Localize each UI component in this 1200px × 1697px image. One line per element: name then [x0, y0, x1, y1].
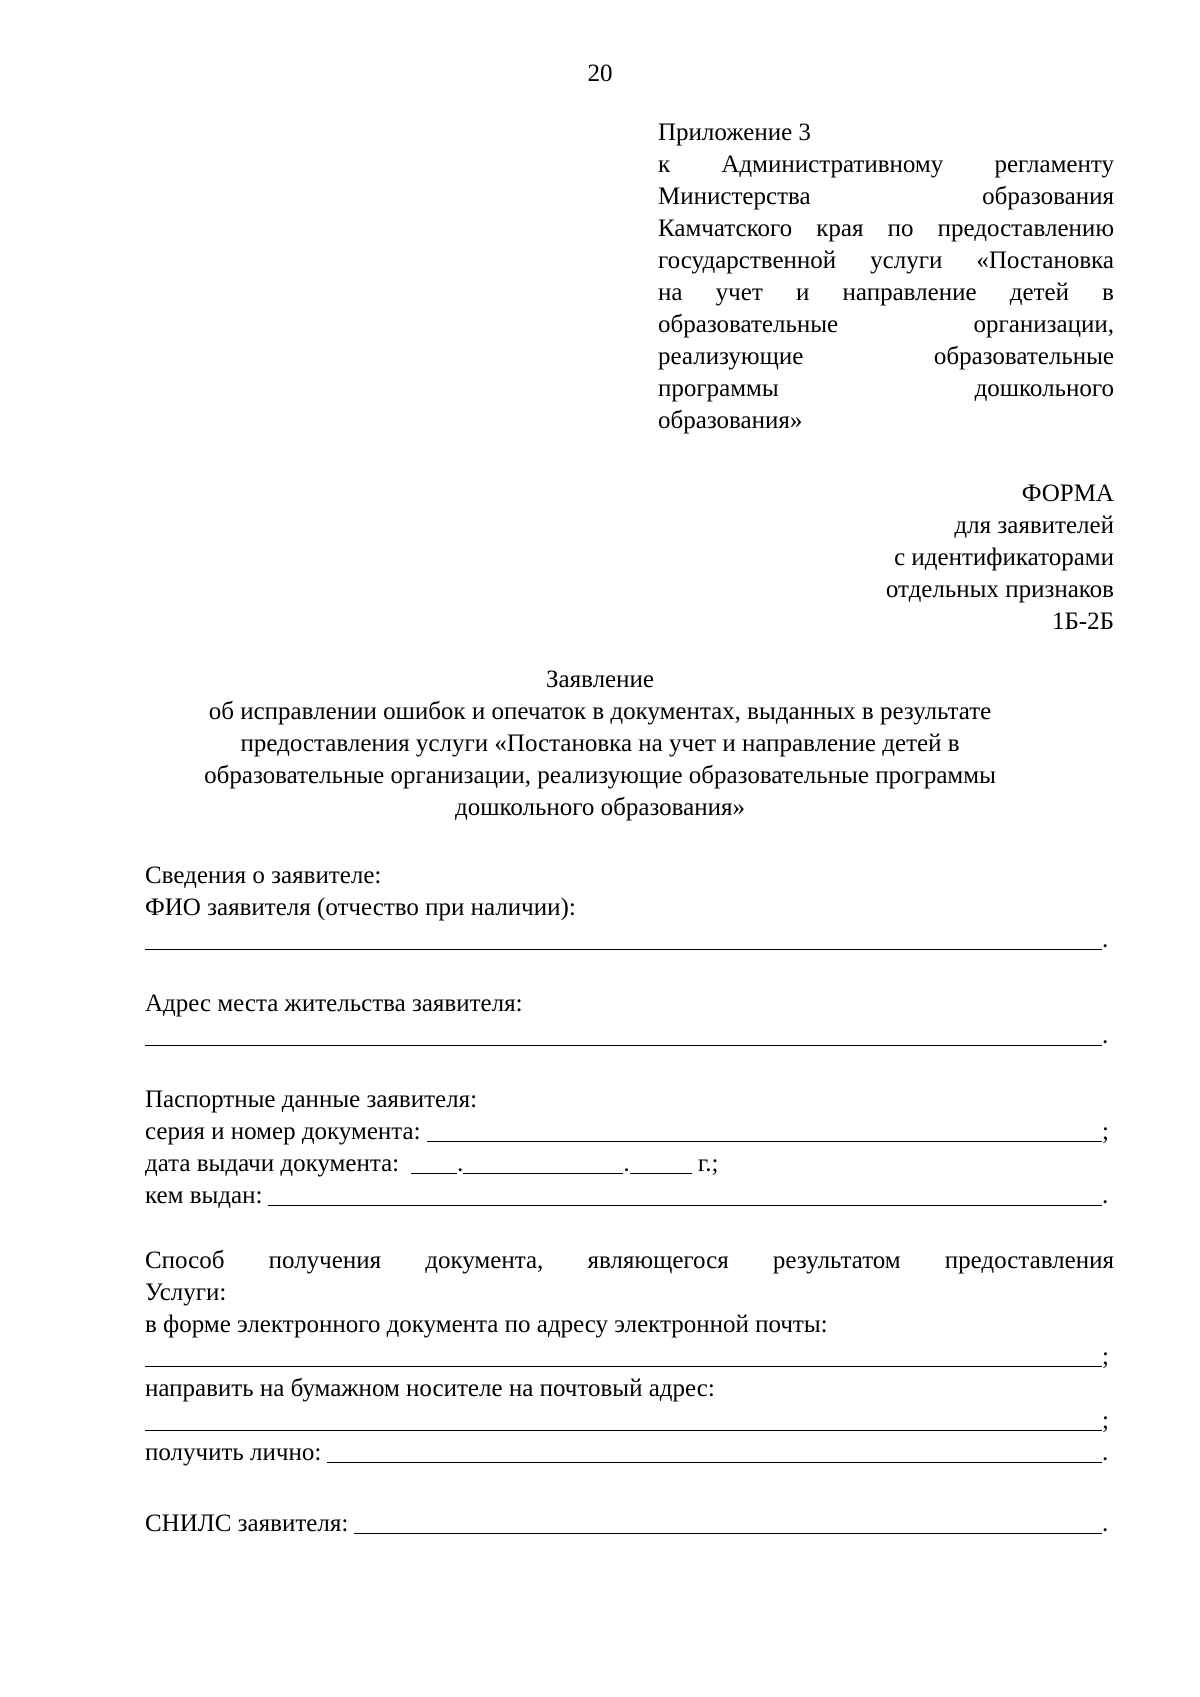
annex-line: на учет и направление детей в: [658, 279, 1114, 306]
email-field[interactable]: [145, 1342, 1102, 1367]
annex-line: к Административному регламенту: [658, 151, 1114, 178]
issue-year-field[interactable]: [630, 1149, 692, 1174]
issued-by-field[interactable]: [268, 1181, 1102, 1206]
issued-by-label: кем выдан:: [145, 1182, 263, 1209]
series-label: серия и номер документа:: [145, 1118, 421, 1145]
fio-label: ФИО заявителя (отчество при наличии):: [145, 894, 576, 921]
snils-field[interactable]: [354, 1509, 1102, 1534]
paper-label: направить на бумажном носителе на почтовый адрес:: [145, 1375, 715, 1402]
annex-line: программы дошкольного: [658, 375, 1114, 402]
applicant-section-label: Сведения о заявителе:: [145, 862, 382, 889]
issued-by-row: [145, 1180, 1114, 1212]
postal-address-field[interactable]: [145, 1406, 1102, 1431]
title-line: дошкольного образования»: [454, 794, 746, 821]
title-heading: Заявление: [545, 666, 655, 693]
personal-label: получить лично:: [145, 1439, 322, 1466]
snils-label: СНИЛС заявителя:: [145, 1510, 349, 1537]
electronic-label: в форме электронного документа по адресу электронной почты:: [145, 1311, 828, 1338]
issue-date-row: [145, 1148, 1114, 1180]
issued-by-period: .: [1102, 1182, 1109, 1209]
issue-day-field[interactable]: [411, 1149, 457, 1174]
title-line: об исправлении ошибок и опечаток в документах, выданных в результате: [208, 698, 992, 725]
form-line: отдельных признаков: [885, 576, 1114, 603]
form-line: ФОРМА: [1021, 480, 1114, 507]
address-row: [145, 1020, 1114, 1052]
fio-field[interactable]: [145, 925, 1102, 950]
address-field[interactable]: [145, 1021, 1102, 1046]
email-semicolon: ;: [1102, 1343, 1109, 1370]
document-title: [120, 664, 1080, 824]
snils-row: [145, 1508, 1114, 1540]
annex-header: [658, 117, 1114, 437]
annex-line: Приложение 3: [658, 119, 811, 146]
issue-date-dot: .: [457, 1150, 464, 1177]
fio-row: [145, 924, 1114, 956]
passport-section: [145, 1084, 1114, 1212]
issue-date-suffix: г.;: [691, 1150, 719, 1177]
title-line: предоставления услуги «Постановка на учет и направление детей в: [240, 730, 960, 757]
annex-line: Камчатского края по предоставлению: [658, 215, 1114, 242]
form-line: 1Б-2Б: [1051, 608, 1114, 635]
issue-month-field[interactable]: [463, 1149, 623, 1174]
electronic-row: [145, 1341, 1114, 1373]
issue-date-dot: .: [623, 1150, 630, 1177]
page-number: 20: [587, 60, 613, 87]
series-field[interactable]: [427, 1117, 1102, 1142]
applicant-section: [145, 860, 1114, 956]
form-line: с идентификаторами: [894, 544, 1114, 571]
personal-field[interactable]: [327, 1438, 1102, 1463]
title-line: образовательные организации, реализующие образовательные программы: [204, 762, 996, 789]
personal-period: .: [1102, 1439, 1109, 1466]
postal-semicolon: ;: [1102, 1407, 1109, 1434]
issue-date-label: дата выдачи документа:: [145, 1150, 400, 1177]
form-designation: [714, 478, 1114, 638]
delivery-intro-line: Услуги:: [145, 1279, 227, 1306]
snils-period: .: [1102, 1510, 1109, 1537]
series-row: [145, 1116, 1114, 1148]
fio-period: .: [1102, 926, 1109, 953]
annex-line: образовательные организации,: [658, 311, 1114, 338]
address-label: Адрес места жительства заявителя:: [145, 990, 523, 1017]
paper-row: [145, 1405, 1114, 1437]
address-period: .: [1102, 1022, 1109, 1049]
annex-line: образования»: [658, 407, 803, 434]
series-semicolon: ;: [1102, 1118, 1109, 1145]
annex-line: Министерства образования: [658, 183, 1114, 210]
annex-line: государственной услуги «Постановка: [658, 247, 1114, 274]
personal-row: [145, 1437, 1114, 1469]
delivery-section: [145, 1245, 1114, 1469]
annex-line: реализующие образовательные: [658, 343, 1114, 370]
address-section: [145, 988, 1114, 1052]
passport-label: Паспортные данные заявителя:: [145, 1086, 478, 1113]
form-line: для заявителей: [954, 512, 1114, 539]
delivery-intro-line: Способ получения документа, являющегося результатом предоставления: [145, 1247, 1114, 1274]
snils-section: [145, 1508, 1114, 1540]
